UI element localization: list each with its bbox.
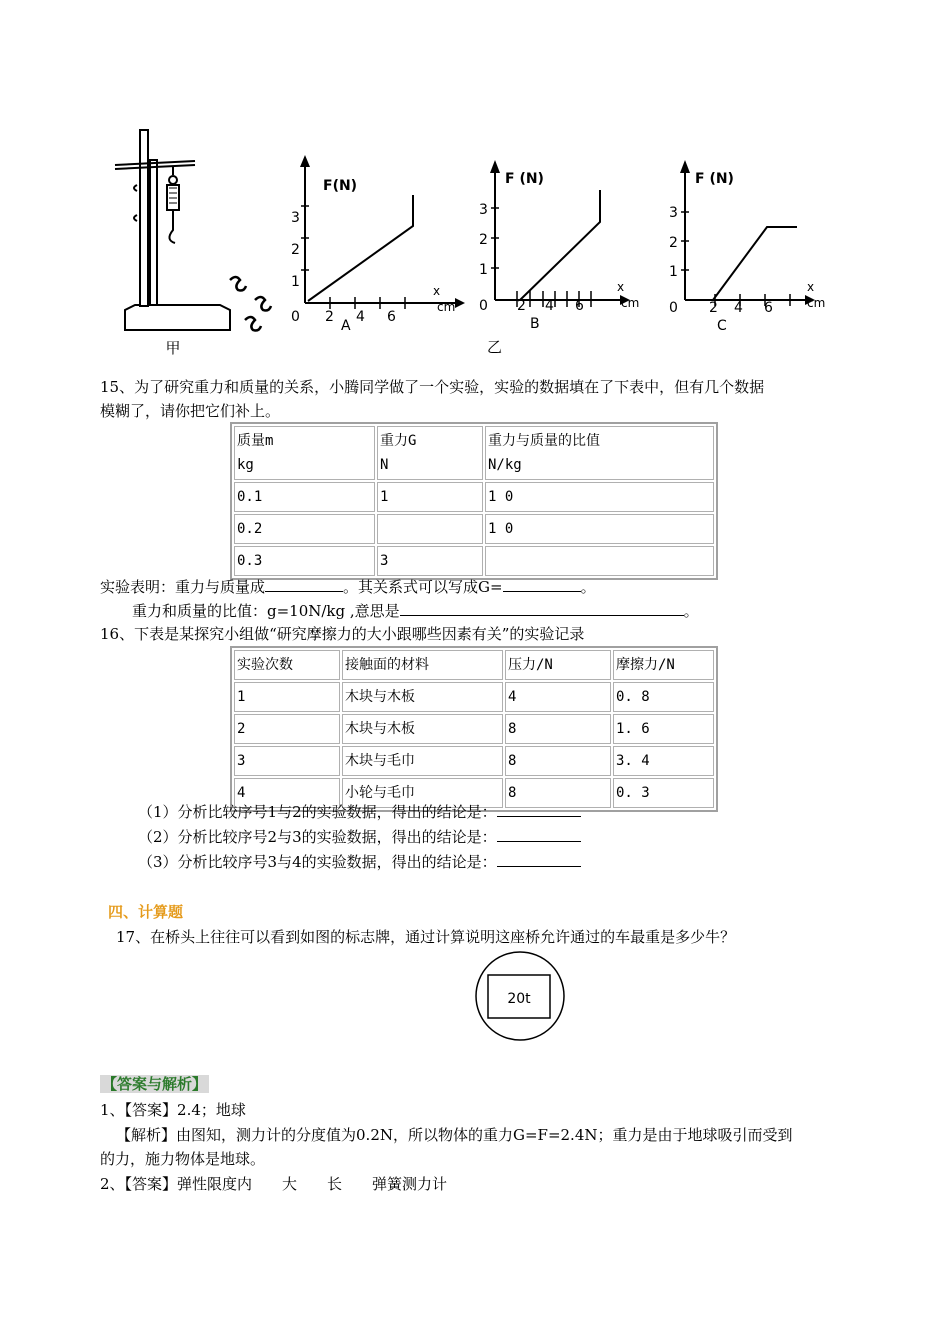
blank-formula[interactable] — [503, 575, 581, 592]
table-cell: 0.2 — [234, 514, 375, 544]
blank-proportion[interactable] — [265, 575, 343, 592]
graph-c-xtick-4: 4 — [734, 300, 743, 316]
figures-row — [95, 125, 855, 360]
table-row — [234, 514, 714, 544]
graph-b-xtick-6: 6 — [575, 298, 584, 314]
table-cell: 4 — [234, 778, 340, 808]
graph-a-xtick-6: 6 — [387, 309, 396, 325]
table-cell: 4 — [505, 682, 611, 712]
apparatus-label: 甲 — [165, 339, 181, 357]
graph-b-ytick-3: 3 — [479, 202, 488, 218]
q17-text: 17、在桥头上往往可以看到如图的标志牌，通过计算说明这座桥允许通过的车最重是多少牛？ — [116, 928, 736, 946]
answer-2: 2、【答案】弹性限度内 大 长 弹簧测力计 — [100, 1175, 448, 1193]
q16-sub-1 — [138, 800, 581, 823]
table-header-row — [234, 650, 714, 680]
graph-b-ylabel: F (N) — [505, 171, 544, 187]
sign-text: 20t — [507, 991, 531, 1007]
graph-c-ytick-2: 2 — [669, 235, 678, 251]
table-row — [234, 746, 714, 776]
graph-a-ytick-1: 1 — [291, 274, 300, 290]
graph-a-xlabel-unit: cm — [437, 300, 456, 314]
q16-sub-2 — [138, 825, 581, 848]
graph-b-sub-label: 乙 — [487, 338, 503, 356]
answer-1: 1、【答案】2.4；地球 — [100, 1101, 246, 1119]
graph-a-ytick-3: 3 — [291, 210, 300, 226]
table-row — [234, 482, 714, 512]
graph-a-letter: A — [341, 318, 351, 334]
answer-1-explain-2: 的力，施力物体是地球。 — [100, 1150, 266, 1168]
table-cell: 1 — [377, 482, 483, 512]
table-cell: 木块与木板 — [342, 682, 503, 712]
graph-b-xtick-4: 4 — [545, 298, 554, 314]
q16-sub-3 — [138, 850, 581, 873]
table-cell: 1. 6 — [613, 714, 714, 744]
q16-sub-2-text: （2）分析比较序号2与3的实验数据，得出的结论是： — [138, 828, 497, 846]
graph-a-xtick-2: 2 — [325, 309, 334, 325]
q15-conclusion — [100, 575, 596, 598]
graph-c-xtick-6: 6 — [764, 300, 773, 316]
table-cell[interactable] — [377, 514, 483, 544]
graph-a-xlabel-top: x — [433, 284, 441, 298]
table-cell: 木块与毛巾 — [342, 746, 503, 776]
blank-meaning[interactable] — [400, 599, 684, 616]
weight-limit-sign — [473, 951, 568, 1042]
table-cell: 小轮与毛巾 — [342, 778, 503, 808]
table-cell: 0.1 — [234, 482, 375, 512]
section-4-title: 四、计算题 — [108, 903, 184, 921]
q15-conclusion-text-a: 实验表明：重力与质量成 — [100, 578, 266, 596]
q15-conclusion-text-c: 。 — [580, 578, 596, 596]
graph-a — [291, 155, 465, 334]
graph-c-letter: C — [717, 318, 727, 334]
blank-conclusion-3[interactable] — [497, 850, 581, 867]
graph-a-line — [308, 195, 413, 301]
table-header-cell: 摩擦力/N — [613, 650, 714, 680]
graph-c-xlabel-top: x — [807, 280, 815, 294]
spring-apparatus-figure — [115, 130, 271, 331]
table-cell: 8 — [505, 778, 611, 808]
graph-a-xtick-0: 0 — [291, 309, 300, 325]
table-header-cell: 接触面的材料 — [342, 650, 503, 680]
x-axis-arrow-icon — [455, 298, 465, 308]
answers-heading-text: 【答案与解析】 — [102, 1075, 208, 1093]
graph-b-line — [520, 190, 600, 300]
graph-c-ytick-1: 1 — [669, 264, 678, 280]
q16-table — [230, 646, 718, 812]
q15-table — [230, 422, 718, 580]
table-cell: 1 0 — [485, 514, 714, 544]
graph-b — [479, 160, 639, 356]
q15-conclusion-text-b: 。其关系式可以写成G= — [343, 578, 503, 596]
table-header-cell: 重力G N — [377, 426, 483, 480]
q16-title: 16、下表是某探究小组做“研究摩擦力的大小跟哪些因素有关”的实验记录 — [100, 625, 585, 643]
graph-b-xlabel-top: x — [617, 280, 625, 294]
answer-1-explain-1: 【解析】由图知，测力计的分度值为0.2N，所以物体的重力G=F=2.4N；重力是由于地球吸引而受到 — [116, 1126, 793, 1144]
table-header-cell: 重力与质量的比值 N/kg — [485, 426, 714, 480]
graph-b-letter: B — [530, 316, 540, 332]
graph-b-ytick-2: 2 — [479, 232, 488, 248]
blank-conclusion-2[interactable] — [497, 825, 581, 842]
q16-sub-3-text: （3）分析比较序号3与4的实验数据，得出的结论是： — [138, 853, 497, 871]
q15-line-1: 15、为了研究重力和质量的关系，小腾同学做了一个实验，实验的数据填在了下表中，但有几个数据 — [100, 378, 765, 396]
graph-c-line — [713, 227, 797, 300]
table-header-cell: 实验次数 — [234, 650, 340, 680]
graph-a-ytick-2: 2 — [291, 242, 300, 258]
q15-meaning-text-a: 重力和质量的比值：g=10N/kg ,意思是 — [132, 602, 400, 620]
answers-heading — [100, 1073, 209, 1095]
table-row — [234, 714, 714, 744]
graph-a-ylabel: F(N) — [323, 178, 358, 194]
graph-b-ytick-1: 1 — [479, 262, 488, 278]
table-row — [234, 546, 714, 576]
table-cell: 3. 4 — [613, 746, 714, 776]
table-cell: 3 — [377, 546, 483, 576]
q15-meaning-text-b: 。 — [683, 602, 699, 620]
table-cell: 8 — [505, 746, 611, 776]
q15-meaning — [132, 599, 699, 622]
y-axis-arrow-icon — [490, 160, 500, 173]
q16-sub-1-text: （1）分析比较序号1与2的实验数据，得出的结论是： — [138, 803, 497, 821]
table-cell: 2 — [234, 714, 340, 744]
graph-a-xtick-4: 4 — [356, 309, 365, 325]
table-cell: 3 — [234, 746, 340, 776]
graph-c-ylabel: F (N) — [695, 171, 734, 187]
table-header-cell: 压力/N — [505, 650, 611, 680]
blank-conclusion-1[interactable] — [497, 800, 581, 817]
graph-c-xlabel-unit: cm — [807, 296, 826, 310]
graph-b-xtick-2: 2 — [517, 298, 526, 314]
graph-b-xtick-0: 0 — [479, 298, 488, 314]
table-cell: 0. 3 — [613, 778, 714, 808]
table-cell: 0.3 — [234, 546, 375, 576]
table-header-cell: 质量m kg — [234, 426, 375, 480]
graph-c-xtick-0: 0 — [669, 300, 678, 316]
graph-c-xtick-2: 2 — [709, 300, 718, 316]
table-cell: 0. 8 — [613, 682, 714, 712]
q15-line-2: 模糊了，请你把它们补上。 — [100, 402, 281, 420]
y-axis-arrow-icon — [300, 155, 310, 167]
table-cell: 8 — [505, 714, 611, 744]
table-cell: 1 0 — [485, 482, 714, 512]
table-row — [234, 682, 714, 712]
table-cell: 1 — [234, 682, 340, 712]
graph-c — [669, 160, 825, 334]
table-header-row — [234, 426, 714, 480]
table-cell[interactable] — [485, 546, 714, 576]
table-cell: 木块与木板 — [342, 714, 503, 744]
graph-c-ytick-3: 3 — [669, 205, 678, 221]
y-axis-arrow-icon — [680, 160, 690, 173]
graph-b-xlabel-unit: cm — [621, 296, 640, 310]
